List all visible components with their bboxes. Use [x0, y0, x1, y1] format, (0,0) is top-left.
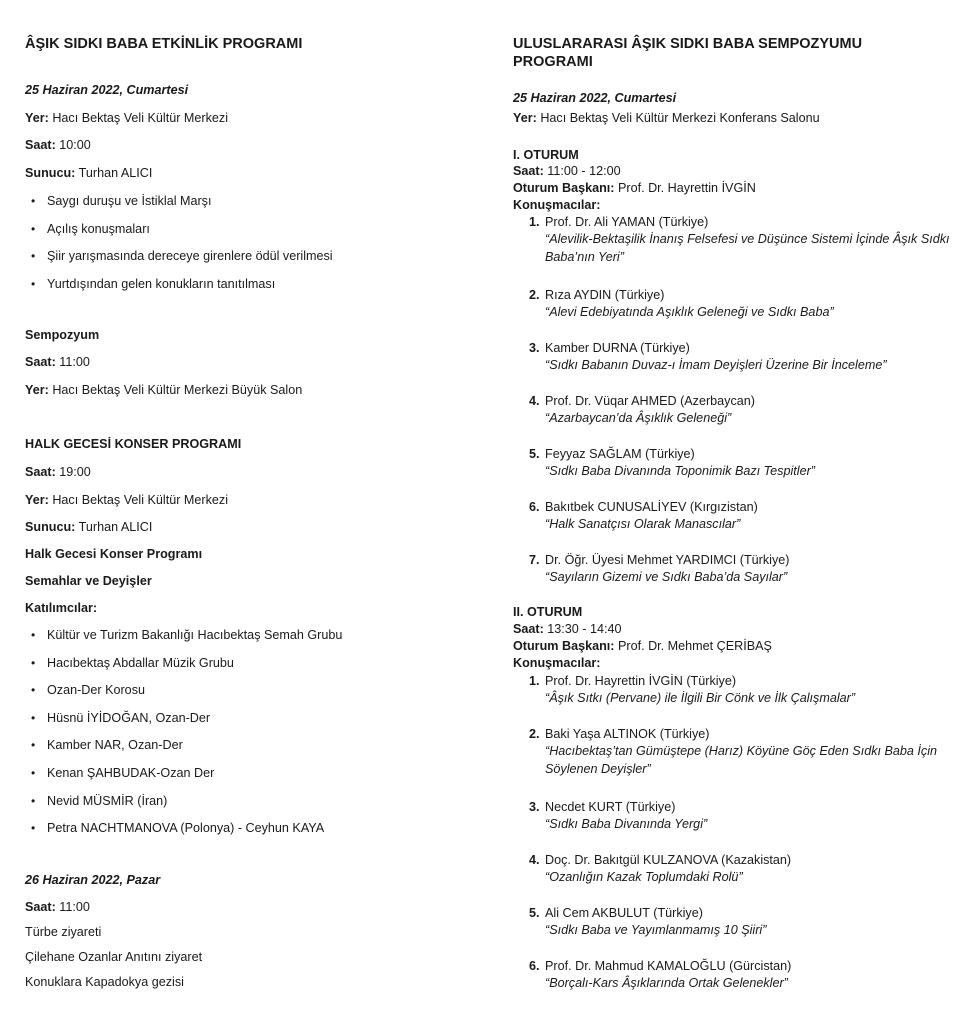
speaker-topic: “Alevi Edebiyatında Aşıklık Geleneği ve Sıdkı Baba”	[545, 305, 834, 319]
list-item: • Şiir yarışmasında dereceye girenlere ödül verilmesi	[25, 248, 333, 276]
day2-date: 26 Haziran 2022, Pazar	[25, 873, 161, 887]
speaker-number: 2.	[529, 288, 540, 302]
concert-host	[25, 519, 152, 535]
speaker-name: Prof. Dr. Ali YAMAN (Türkiye)	[545, 215, 709, 229]
day2-time	[25, 899, 90, 915]
chair-value: Prof. Dr. Hayrettin İVGİN	[617, 181, 756, 195]
speaker-topic: “Hacıbektaş’tan Gümüştepe (Harız) Köyüne Göç Eden Sıdkı Baba İçin Söylenen Deyişler”	[545, 744, 937, 776]
list-item: • Ozan-Der Korosu	[25, 682, 342, 710]
time-value: 13:30 - 14:40	[547, 622, 622, 636]
title-line: PROGRAMI	[513, 54, 593, 70]
place-value: Hacı Bektaş Veli Kültür Merkezi Konferans Salonu	[540, 111, 820, 125]
chair-value: Prof. Dr. Mehmet ÇERİBAŞ	[617, 639, 772, 653]
day1-date: 25 Haziran 2022, Cumartesi	[25, 83, 189, 97]
speaker-topic: “Ozanlığın Kazak Toplumdaki Rolü”	[545, 870, 743, 884]
speaker-topic: “Sayıların Gizemi ve Sıdkı Baba’da Sayılar”	[545, 570, 788, 584]
speaker-topic: “Sıdkı Baba Divanında Toponimik Bazı Tespitler”	[545, 464, 815, 478]
list-item: • Nevid MÜSMİR (İran)	[25, 793, 342, 821]
host-label: Sunucu:	[25, 166, 76, 180]
concert-subtitle-2: Semahlar ve Deyişler	[25, 574, 152, 588]
speaker-name: Ali Cem AKBULUT (Türkiye)	[545, 906, 703, 920]
time-value: 10:00	[59, 138, 91, 152]
session-1-chair	[513, 180, 756, 196]
speaker-name: Rıza AYDIN (Türkiye)	[545, 288, 665, 302]
speaker-name: Prof. Dr. Vüqar AHMED (Azerbaycan)	[545, 394, 755, 408]
concert-subtitle: Halk Gecesi Konser Programı	[25, 547, 203, 561]
list-item: • Açılış konuşmaları	[25, 221, 333, 249]
speaker-number: 6.	[529, 500, 540, 514]
speaker-topic: “Alevilik-Bektaşilik İnanış Felsefesi ve Düşünce Sistemi İçinde Âşık Sıdkı Baba’nın Yeri”	[545, 232, 950, 264]
speaker-name: Dr. Öğr. Üyesi Mehmet YARDIMCI (Türkiye)	[545, 553, 790, 567]
time-label: Saat:	[25, 355, 56, 369]
speaker-topic: “Âşık Sıtkı (Pervane) ile İlgili Bir Cönk ve İlk Çalışmalar”	[545, 691, 856, 705]
symposium-date: 25 Haziran 2022, Cumartesi	[513, 91, 677, 105]
list-item: • Yurtdışından gelen konukların tanıtılması	[25, 276, 333, 304]
chair-label: Oturum Başkanı:	[513, 639, 615, 653]
speaker-number: 3.	[529, 800, 540, 814]
speaker-topic: “Sıdkı Baba Divanında Yergi”	[545, 817, 708, 831]
chair-label: Oturum Başkanı:	[513, 181, 615, 195]
list-item: • Kültür ve Turizm Bakanlığı Hacıbektaş Semah Grubu	[25, 627, 342, 655]
speaker-number: 5.	[529, 447, 540, 461]
participants-label: Katılımcılar:	[25, 601, 98, 615]
symposium-venue	[513, 110, 820, 126]
speaker-name: Necdet KURT (Türkiye)	[545, 800, 676, 814]
session-2-time	[513, 621, 622, 637]
speaker-topic: “Azarbaycan’da Âşıklık Geleneği”	[545, 411, 732, 425]
session-1-time	[513, 163, 621, 179]
place-value: Hacı Bektaş Veli Kültür Merkezi Büyük Salon	[52, 383, 303, 397]
speaker-number: 6.	[529, 959, 540, 973]
list-item: • Saygı duruşu ve İstiklal Marşı	[25, 193, 333, 221]
speaker-name: Bakıtbek CUNUSALİYEV (Kırgızistan)	[545, 500, 758, 514]
speaker-name: Doç. Dr. Bakıtgül KULZANOVA (Kazakistan)	[545, 853, 792, 867]
list-item: • Hüsnü İYİDOĞAN, Ozan-Der	[25, 710, 342, 738]
speaker-number: 4.	[529, 394, 540, 408]
list-item: • Kamber NAR, Ozan-Der	[25, 737, 342, 765]
speaker-number: 5.	[529, 906, 540, 920]
day2-item: Konuklara Kapadokya gezisi	[25, 975, 184, 989]
day2-item: Çilehane Ozanlar Anıtını ziyaret	[25, 950, 203, 964]
time-label: Saat:	[25, 138, 56, 152]
session-2-title: II. OTURUM	[513, 605, 583, 619]
speaker-number: 2.	[529, 727, 540, 741]
time-label: Saat:	[25, 900, 56, 914]
place-label: Yer:	[25, 111, 49, 125]
speaker-topic: “Sıdkı Baba ve Yayımlanmamış 10 Şiiri”	[545, 923, 767, 937]
speaker-name: Kamber DURNA (Türkiye)	[545, 341, 690, 355]
speaker-topic: “Halk Sanatçısı Olarak Manascılar”	[545, 517, 741, 531]
host-value: Turhan ALICI	[78, 166, 153, 180]
day2-item: Türbe ziyareti	[25, 925, 102, 939]
host-label: Sunucu:	[25, 520, 76, 534]
concert-time	[25, 464, 91, 480]
speaker-number: 4.	[529, 853, 540, 867]
time-value: 11:00	[59, 355, 90, 369]
place-label: Yer:	[25, 493, 49, 507]
speaker-name: Prof. Dr. Mahmud KAMALOĞLU (Gürcistan)	[545, 959, 792, 973]
session-2-speakers-label: Konuşmacılar:	[513, 656, 601, 670]
list-item: • Kenan ŞAHBUDAK-Ozan Der	[25, 765, 342, 793]
list-item: • Petra NACHTMANOVA (Polonya) - Ceyhun KAYA	[25, 820, 342, 848]
day1-time	[25, 137, 91, 153]
speaker-name: Baki Yaşa ALTINOK (Türkiye)	[545, 727, 710, 741]
place-value: Hacı Bektaş Veli Kültür Merkezi	[52, 493, 228, 507]
speaker-number: 7.	[529, 553, 540, 567]
title-line: ULUSLARARASI ÂŞIK SIDKI BABA SEMPOZYUMU	[513, 36, 863, 52]
speaker-topic: “Sıdkı Babanın Duvaz-ı İmam Deyişleri Üzerine Bir İnceleme”	[545, 358, 887, 372]
speaker-topic: “Borçalı-Kars Âşıklarında Ortak Gelenekler”	[545, 976, 788, 990]
host-value: Turhan ALICI	[78, 520, 153, 534]
time-label: Saat:	[513, 164, 544, 178]
time-value: 11:00	[59, 900, 90, 914]
concert-place	[25, 492, 228, 508]
opening-list	[25, 193, 333, 303]
day1-host	[25, 165, 152, 181]
activity-program-title: ÂŞIK SIDKI BABA ETKİNLİK PROGRAMI	[25, 36, 303, 52]
symposium-place	[25, 382, 302, 398]
session-2-chair	[513, 638, 772, 654]
time-value: 19:00	[59, 465, 91, 479]
speaker-name: Prof. Dr. Hayrettin İVGİN (Türkiye)	[545, 674, 737, 688]
time-label: Saat:	[25, 465, 56, 479]
day1-place	[25, 110, 228, 126]
place-value: Hacı Bektaş Veli Kültür Merkezi	[52, 111, 228, 125]
concert-program-heading: HALK GECESİ KONSER PROGRAMI	[25, 437, 242, 451]
list-item: • Hacıbektaş Abdallar Müzik Grubu	[25, 655, 342, 683]
participants-list	[25, 627, 342, 848]
time-value: 11:00 - 12:00	[547, 164, 621, 178]
session-1-title: I. OTURUM	[513, 148, 579, 162]
symposium-program-title	[513, 35, 862, 71]
place-label: Yer:	[25, 383, 49, 397]
speaker-number: 3.	[529, 341, 540, 355]
symposium-heading: Sempozyum	[25, 328, 100, 342]
time-label: Saat:	[513, 622, 544, 636]
speaker-name: Feyyaz SAĞLAM (Türkiye)	[545, 447, 695, 461]
session-1-speakers-label: Konuşmacılar:	[513, 198, 601, 212]
place-label: Yer:	[513, 111, 537, 125]
symposium-time	[25, 354, 90, 370]
speaker-number: 1.	[529, 215, 540, 229]
speaker-number: 1.	[529, 674, 540, 688]
